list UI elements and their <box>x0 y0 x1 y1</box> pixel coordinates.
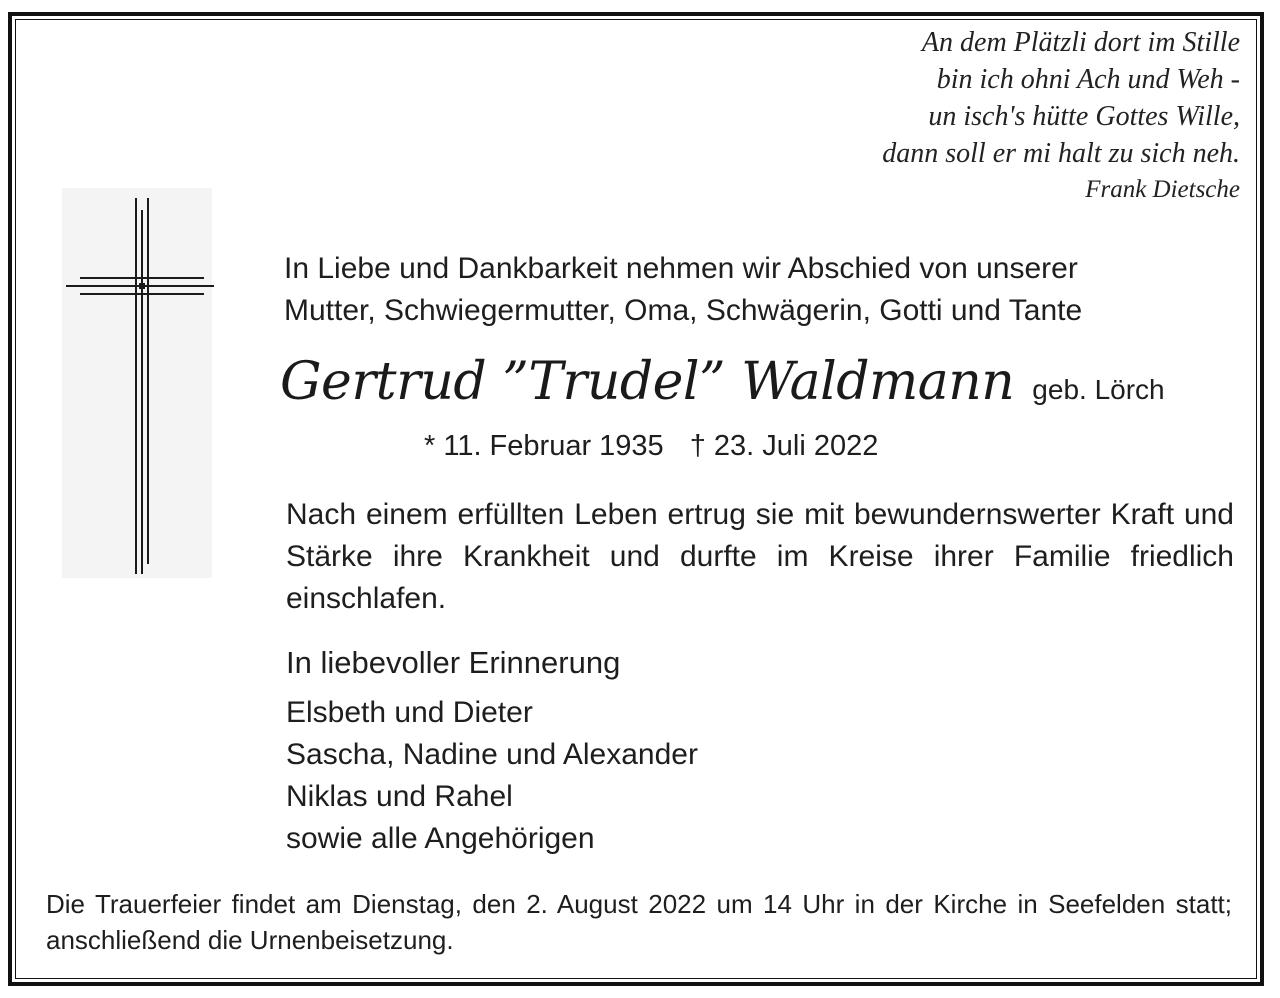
mourners-list <box>286 692 698 860</box>
intro-line: Mutter, Schwiegermutter, Oma, Schwägerin, Gotti und Tante <box>284 294 1083 327</box>
intro-text <box>284 248 1224 332</box>
life-dates <box>424 426 1124 466</box>
deceased-name-row <box>280 352 1240 432</box>
poem-line: un isch's hütte Gottes Wille, <box>928 101 1240 132</box>
poem <box>720 24 1240 206</box>
cross-icon <box>56 188 216 578</box>
mourner-line: sowie alle Angehörigen <box>286 822 595 855</box>
mourner-line: Niklas und Rahel <box>286 780 513 813</box>
death-date: † 23. Juli 2022 <box>689 430 879 462</box>
remembrance-title: In liebevoller Erinnerung <box>286 645 621 680</box>
poem-line: An dem Plätzli dort im Stille <box>921 27 1240 58</box>
poem-line: bin ich ohni Ach und Weh - <box>936 64 1240 95</box>
birth-name: geb. Lörch <box>1032 374 1165 405</box>
poem-author: Frank Dietsche <box>1085 176 1240 203</box>
mourner-line: Elsbeth und Dieter <box>286 696 533 729</box>
poem-line: dann soll er mi halt zu sich neh. <box>882 138 1240 169</box>
obituary-body: Nach einem erfüllten Leben ertrug sie mit bewundernswerter Kraft und Stärke ihre Krankheit und durfte im Kreise ihrer Familie friedlich einschlafen. <box>286 498 1234 615</box>
birth-date: * 11. Februar 1935 <box>424 430 664 462</box>
cross-emblem <box>56 188 216 578</box>
mourner-line: Sascha, Nadine und Alexander <box>286 738 698 771</box>
service-info: Die Trauerfeier findet am Dienstag, den 2. August 2022 um 14 Uhr in der Kirche in Seefelden statt; anschließend die Urnenbeisetzung. <box>46 889 1232 955</box>
deceased-name: Gertrud ”Trudel” Waldmann <box>280 352 1015 412</box>
intro-line: In Liebe und Dankbarkeit nehmen wir Abschied von unserer <box>284 252 1078 285</box>
